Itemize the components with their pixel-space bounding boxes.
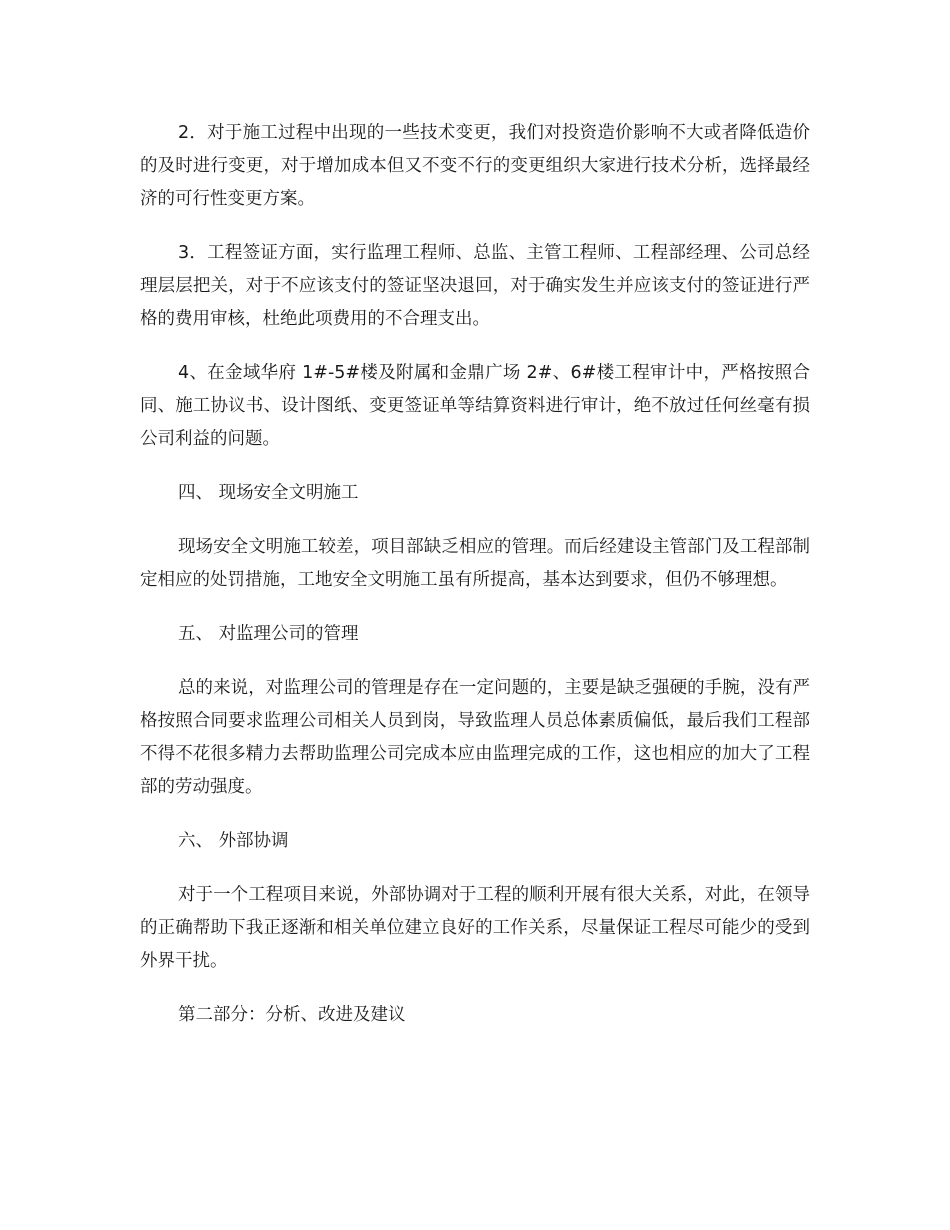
paragraph-audit: 4、在金域华府 1#-5#楼及附属和金鼎广场 2#、6#楼工程审计中，严格按照合同、施工协议书、设计图纸、变更签证单等结算资料进行审计，绝不放过任何丝毫有损公司利益的问题。 — [140, 363, 810, 449]
paragraph-visa: 3．工程签证方面，实行监理工程师、总监、主管工程师、工程部经理、公司总经理层层把关，对于不应该支付的签证坚决退回，对于确实发生并应该支付的签证进行严格的费用审核，杜绝此项费用的不合理支出。 — [140, 243, 810, 329]
paragraph-safety: 现场安全文明施工较差，项目部缺乏相应的管理。而后经建设主管部门及工程部制定相应的处罚措施，工地安全文明施工虽有所提高，基本达到要求，但仍不够理想。 — [140, 537, 810, 590]
heading-section-4: 四、 现场安全文明施工 — [178, 483, 359, 503]
paragraph-tech-change: 2．对于施工过程中出现的一些技术变更，我们对投资造价影响不大或者降低造价的及时进行变更，对于增加成本但又不变不行的变更组织大家进行技术分析，选择最经济的可行性变更方案。 — [140, 123, 810, 209]
heading-section-6: 六、 外部协调 — [178, 831, 289, 851]
paragraph-supervision: 总的来说，对监理公司的管理是存在一定问题的，主要是缺乏强硬的手腕，没有严格按照合同要求监理公司相关人员到岗，导致监理人员总体素质偏低，最后我们工程部不得不花很多精力去帮助监理公司完成本应由监理完成的工作，这也相应的加大了工程部的劳动强度。 — [140, 678, 810, 797]
paragraph-coordination: 对于一个工程项目来说，外部协调对于工程的顺利开展有很大关系，对此，在领导的正确帮助下我正逐渐和相关单位建立良好的工作关系，尽量保证工程尽可能少的受到外界干扰。 — [140, 885, 810, 971]
heading-section-5: 五、 对监理公司的管理 — [178, 624, 359, 644]
heading-part-2: 第二部分：分析、改进及建议 — [178, 1005, 406, 1025]
